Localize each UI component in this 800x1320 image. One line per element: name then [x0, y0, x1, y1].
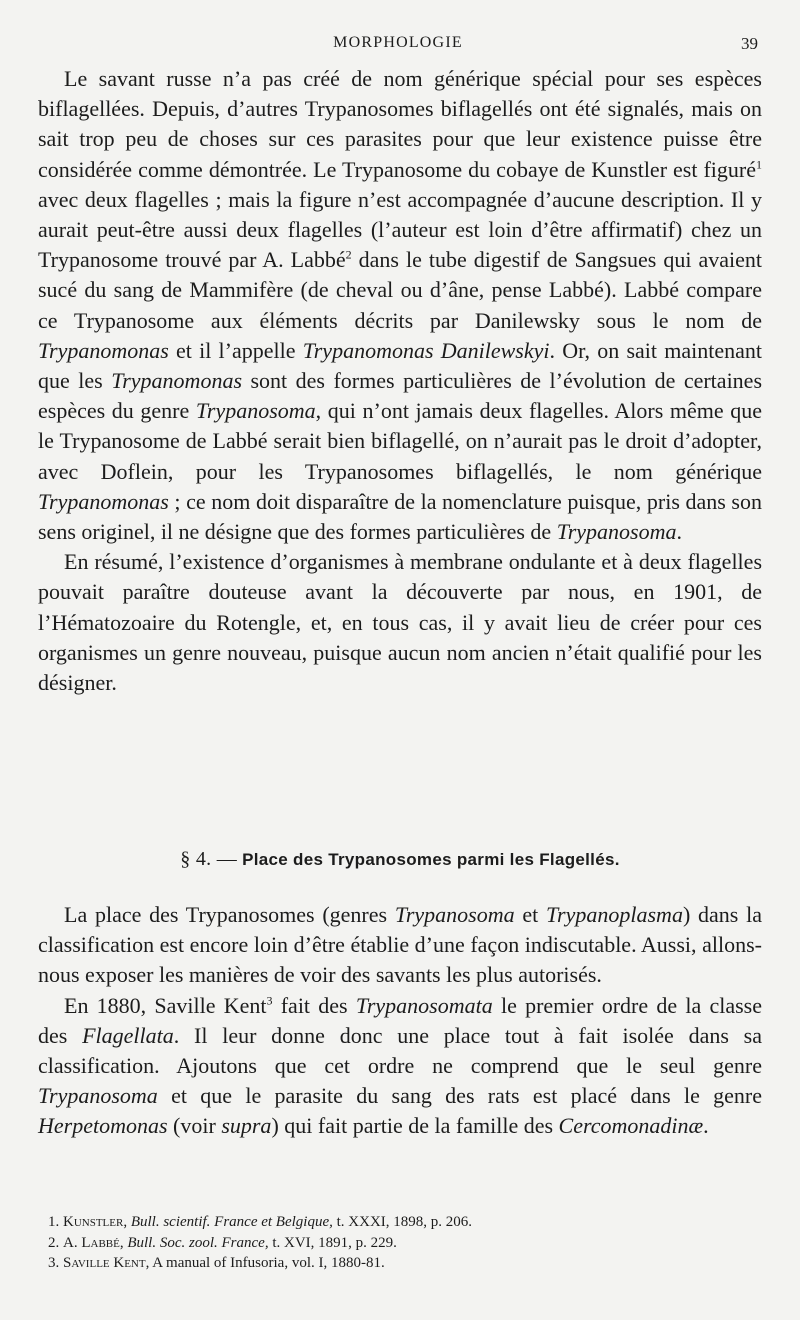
body-text-block-2 [38, 900, 762, 1142]
footnote-1: 1. Kunstler, Bull. scientif. France et Belgique, t. XXXI, 1898, p. 206. [48, 1214, 473, 1230]
footnote-ref-3[interactable]: 3 [266, 993, 273, 1008]
paragraph-classification: La place des Trypanosomes (genres Trypanosoma et Trypanoplasma) dans la classification est encore loin d’être établie d’une façon indiscutable. Aussi, allons-nous exposer les manières de voir des savants les plus autorisés. [38, 902, 762, 988]
section-number: § 4. — [180, 848, 238, 870]
taxon-name: Cercomonadinæ [558, 1113, 704, 1139]
paragraph-resume: En résumé, l’existence d’organismes à membrane ondulante et à deux flagelles pouvait paraître douteuse avant la découverte par nous, en 1901, de l’Hématozoaire du Rotengle, et, en tous cas, il y avait lieu de créer pour ces organismes un genre nouveau, puisque aucun nom ancien n’était qualifié pour les désigner. [38, 549, 762, 696]
taxon-name: Trypanosomata [355, 992, 493, 1018]
genus-name: Herpetomonas [38, 1113, 168, 1139]
species-name: Trypanomonas Danilewskyi [302, 337, 550, 363]
genus-name: Trypanosoma [394, 902, 515, 927]
genus-name: Trypanosoma [556, 519, 677, 545]
genus-name: Trypanomonas [38, 488, 169, 514]
running-head: MORPHOLOGIE [333, 34, 463, 51]
footnote-author: Kunstler, [63, 1214, 128, 1230]
section-heading [38, 848, 762, 871]
footnote-ref-2[interactable]: 2 [345, 247, 352, 262]
latin-term: supra [221, 1113, 272, 1139]
footnote-3: 3. Saville Kent, A manual of Infusoria, vol. I, 1880-81. [48, 1255, 385, 1271]
footnote-ref-1[interactable]: 1 [756, 157, 762, 172]
page-header [38, 34, 758, 56]
genus-name: Trypanoplasma [546, 902, 683, 927]
genus-name: Trypanosoma [195, 398, 316, 424]
footnote-journal: Bull. scientif. France et Belgique, [130, 1214, 333, 1230]
section-title: Place des Trypanosomes parmi les Flagellés. [242, 850, 620, 869]
paragraph-saville-kent: En 1880, Saville Kent$^3$ fait des Trypanosomata le premier ordre de la classe des Flagellata. Il leur donne donc une place tout à fait isolée dans sa classification. Ajoutons que cet ordre ne comprend que le seul genre Trypanosoma et que le parasite du sang des rats est placé dans le genre Herpetomonas (voir supra) qui fait partie de la famille des Cercomonadinæ. [38, 992, 762, 1139]
genus-name: Trypanomonas [38, 337, 169, 363]
body-text-block-1 [38, 64, 762, 698]
footnote-2: 2. A. Labbé, Bull. Soc. zool. France, t. XVI, 1891, p. 229. [48, 1234, 397, 1251]
footnotes [48, 1212, 762, 1274]
page-number: 39 [741, 34, 758, 53]
footnote-journal: Bull. Soc. zool. France, [127, 1234, 269, 1251]
genus-name: Trypanosoma [38, 1083, 158, 1109]
paragraph-kunstler-labbe: Le savant russe n’a pas créé de nom générique spécial pour ses espèces biflagellées. Depuis, d’autres Trypanosomes biflagellés ont été signalés, mais on sait trop peu de choses sur ces parasites pour que leur existence puisse être considérée comme démontrée. Le Trypanosome du cobaye de Kunstler est figuré$^1$ avec deux flagelles ; mais la figure n’est accompagnée d’aucune description. Il y aurait peut-être aussi deux flagelles (l’auteur est loin d’être affirmatif) chez un Trypanosome trouvé par A. Labbé$^2$ dans le tube digestif de Sangsues qui avaient sucé du sang de Mammifère (de cheval ou d’âne, pense Labbé). Labbé compare ce Trypanosome aux éléments décrits par Danilewsky sous le nom de Trypanomonas et il l’appelle Trypanomonas Danilewskyi. Or, on sait maintenant que les Trypanomonas sont des formes particulières de l’évolution de certaines espèces du genre Trypanosoma, qui n’ont jamais deux flagelles. Alors même que le Trypanosome de Labbé serait bien biflagellé, on n’aurait pas le droit d’adopter, avec Doflein, pour les Trypanosomes biflagellés, le nom générique Trypanomonas ; ce nom doit disparaître de la nomenclature puisque, pris dans son sens originel, il ne désigne que des formes particulières de Trypanosoma. [38, 66, 763, 545]
taxon-name: Flagellata [82, 1022, 174, 1048]
genus-name: Trypanomonas [111, 368, 242, 394]
footnote-author: A. Labbé, [63, 1234, 124, 1251]
footnote-author: Saville Kent, [63, 1255, 150, 1271]
